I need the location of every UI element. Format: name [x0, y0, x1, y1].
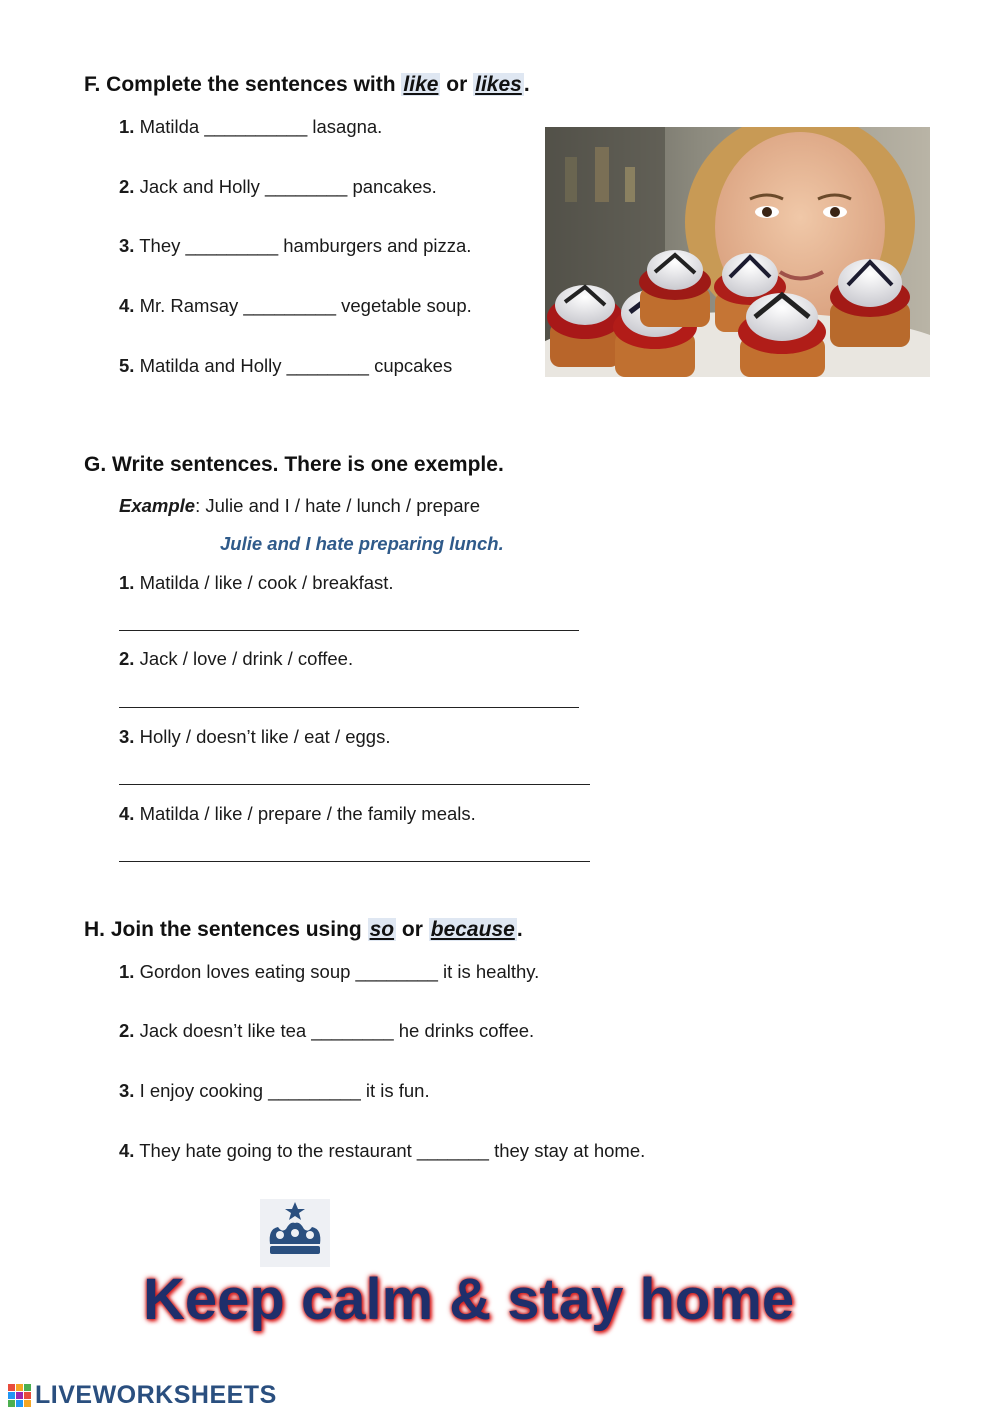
g-answer-line-1[interactable]	[119, 630, 579, 631]
g-answer-line-3[interactable]	[119, 784, 590, 785]
f-item-2: 2. Jack and Holly ________ pancakes.	[119, 176, 437, 197]
section-f-heading: F. Complete the sentences with like or likes.	[84, 73, 530, 96]
f-item-4: 4. Mr. Ramsay _________ vegetable soup.	[119, 295, 472, 316]
f-item-1: 1. Matilda __________ lasagna.	[119, 116, 383, 137]
slogan-text: Keep calm & stay home	[143, 1267, 795, 1332]
logo-grid-icon	[8, 1384, 32, 1408]
g-example-answer: Julie and I hate preparing lunch.	[220, 533, 504, 554]
g-item-1: 1. Matilda / like / cook / breakfast.	[119, 572, 394, 593]
logo-text: LIVEWORKSHEETS	[35, 1381, 277, 1409]
word-like: like	[403, 73, 439, 96]
h-item-2: 2. Jack doesn’t like tea ________ he drinks coffee.	[119, 1020, 535, 1041]
g-item-2: 2. Jack / love / drink / coffee.	[119, 648, 354, 669]
section-h-heading: H. Join the sentences using so or because.	[84, 918, 523, 941]
g-example: Example: Julie and I / hate / lunch / prepare	[119, 495, 480, 516]
section-g-heading: G. Write sentences. There is one exemple.	[84, 453, 504, 476]
g-answer-line-4[interactable]	[119, 861, 590, 862]
liveworksheets-logo	[8, 1381, 277, 1410]
girl-cupcakes-photo	[545, 127, 930, 377]
g-item-4: 4. Matilda / like / prepare / the family meals.	[119, 803, 476, 824]
word-likes: likes	[475, 73, 522, 96]
h-item-3: 3. I enjoy cooking _________ it is fun.	[119, 1080, 430, 1101]
g-answer-line-2[interactable]	[119, 707, 579, 708]
g-item-3: 3. Holly / doesn’t like / eat / eggs.	[119, 726, 391, 747]
f-item-3: 3. They _________ hamburgers and pizza.	[119, 235, 472, 256]
h-item-4: 4. They hate going to the restaurant _______ they stay at home.	[119, 1140, 646, 1161]
word-because: because	[430, 918, 515, 941]
word-so: so	[369, 918, 395, 941]
f-item-5: 5. Matilda and Holly ________ cupcakes	[119, 355, 453, 376]
h-item-1: 1. Gordon loves eating soup ________ it is healthy.	[119, 961, 540, 982]
crown-icon	[260, 1199, 330, 1267]
